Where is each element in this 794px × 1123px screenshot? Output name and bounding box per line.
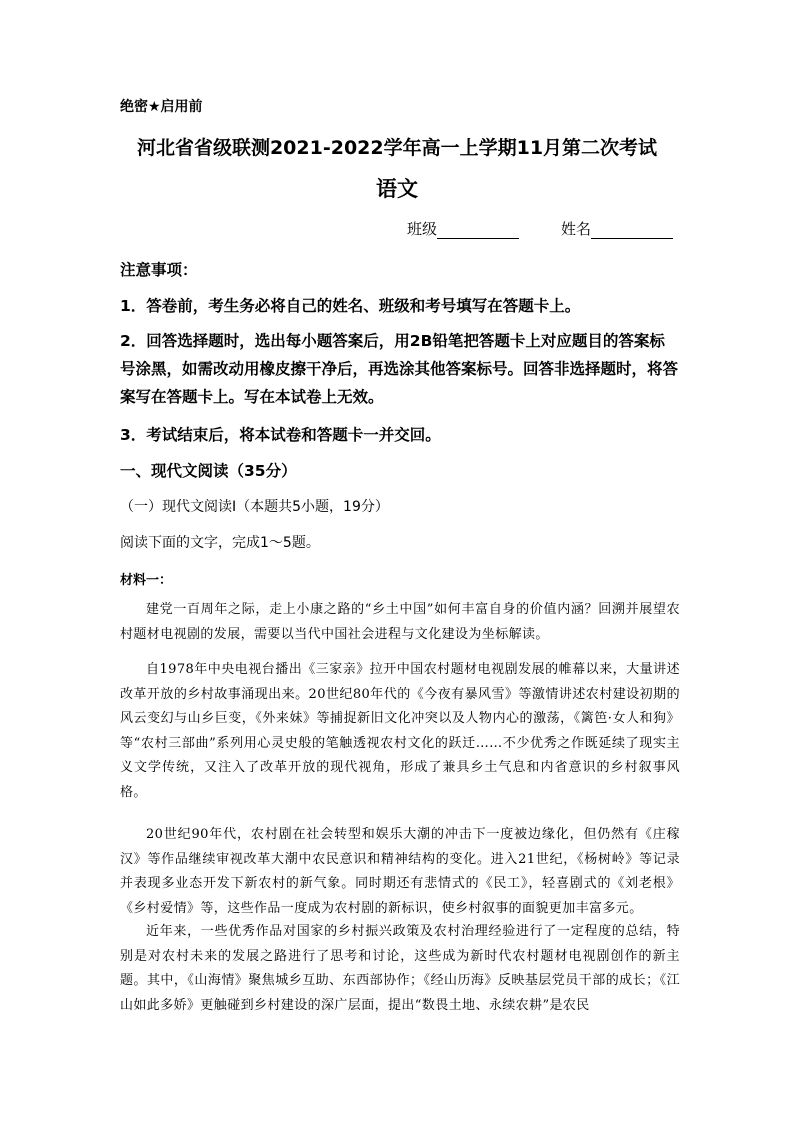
material-paragraph-1: 建党一百周年之际，走上小康之路的“乡土中国”如何丰富自身的价值内涵？回溯并展望农村题材电视剧的发展，需要以当代中国社会进程与文化建设为坐标解读。 bbox=[120, 602, 680, 642]
material-paragraph-3: 20世纪90年代，农村剧在社会转型和娱乐大潮的冲击下一度被边缘化，但仍然有《庄稼汉》等作品继续审视改革大潮中农民意识和精神结构的变化。进入21世纪，《杨树岭》等记录并表现多业态开发下新农村的新气象。同时期还有悲情式的《民工》，轻喜剧式的《刘老根》《乡村爱情》等，这些作品一度成为农村剧的新标识，使乡村叙事的面貌更加丰富多元。 bbox=[120, 827, 680, 916]
notice-item-1: 1．答卷前，考生务必将自己的姓名、班级和考号填写在答题卡上。 bbox=[120, 297, 581, 315]
notice-item-2: 2．回答选择题时，选出每小题答案后，用2B铅笔把答题卡上对应题目的答案标号涂黑，如需改动用橡皮擦干净后，再选涂其他答案标号。回答非选择题时，将答案写在答题卡上。写在本试卷上无效。 bbox=[120, 332, 679, 406]
material-paragraph-2: 自1978年中央电视台播出《三家亲》拉开中国农村题材电视剧发展的帷幕以来，大量讲述改革开放的乡村故事涌现出来。20世纪80年代的《今夜有暴风雪》等激情讲述农村建设初期的风云变幻与山乡巨变，《外来妹》等捕捉新旧文化冲突以及人物内心的激荡，《篱笆·女人和狗》等“农村三部曲”系列用心灵史般的笔触透视农村文化的跃迁……不少优秀之作既延续了现实主义文学传统，又注入了改革开放的现代视角，形成了兼具乡土气息和内省意识的乡村叙事风格。 bbox=[120, 662, 680, 800]
class-label: 班级 bbox=[407, 220, 438, 238]
material-label: 材料一： bbox=[120, 573, 173, 588]
class-field[interactable] bbox=[407, 218, 519, 239]
name-field[interactable] bbox=[561, 218, 673, 239]
class-blank[interactable] bbox=[437, 222, 519, 239]
subject-title: 语文 bbox=[376, 177, 418, 201]
name-blank[interactable] bbox=[591, 222, 673, 239]
material-paragraph-4: 近年来，一些优秀作品对国家的乡村振兴政策及农村治理经验进行了一定程度的总结，特别是对农村未来的发展之路进行了思考和讨论，这些成为新时代农村题材电视剧创作的新主题。其中，《山海情》聚焦城乡互助、东西部协作；《经山历海》反映基层党员干部的成长；《江山如此多娇》更触碰到乡村建设的深广层面，提出“数畏土地、永续农耕”是农民 bbox=[120, 924, 680, 1013]
confidential-label: 绝密★启用前 bbox=[120, 99, 203, 115]
exam-title: 河北省省级联测2021-2022学年高一上学期11月第二次考试 bbox=[136, 137, 658, 159]
section-heading: 一、现代文阅读（35分） bbox=[120, 462, 297, 480]
reading-instruction: 阅读下面的文字，完成1～5题。 bbox=[120, 535, 320, 551]
notice-item-3: 3．考试结束后，将本试卷和答题卡一并交回。 bbox=[120, 426, 441, 444]
name-label: 姓名 bbox=[561, 220, 592, 238]
sub-section-heading: （一）现代文阅读Ⅰ（本题共5小题，19分） bbox=[120, 499, 389, 515]
notice-title: 注意事项： bbox=[120, 261, 198, 279]
